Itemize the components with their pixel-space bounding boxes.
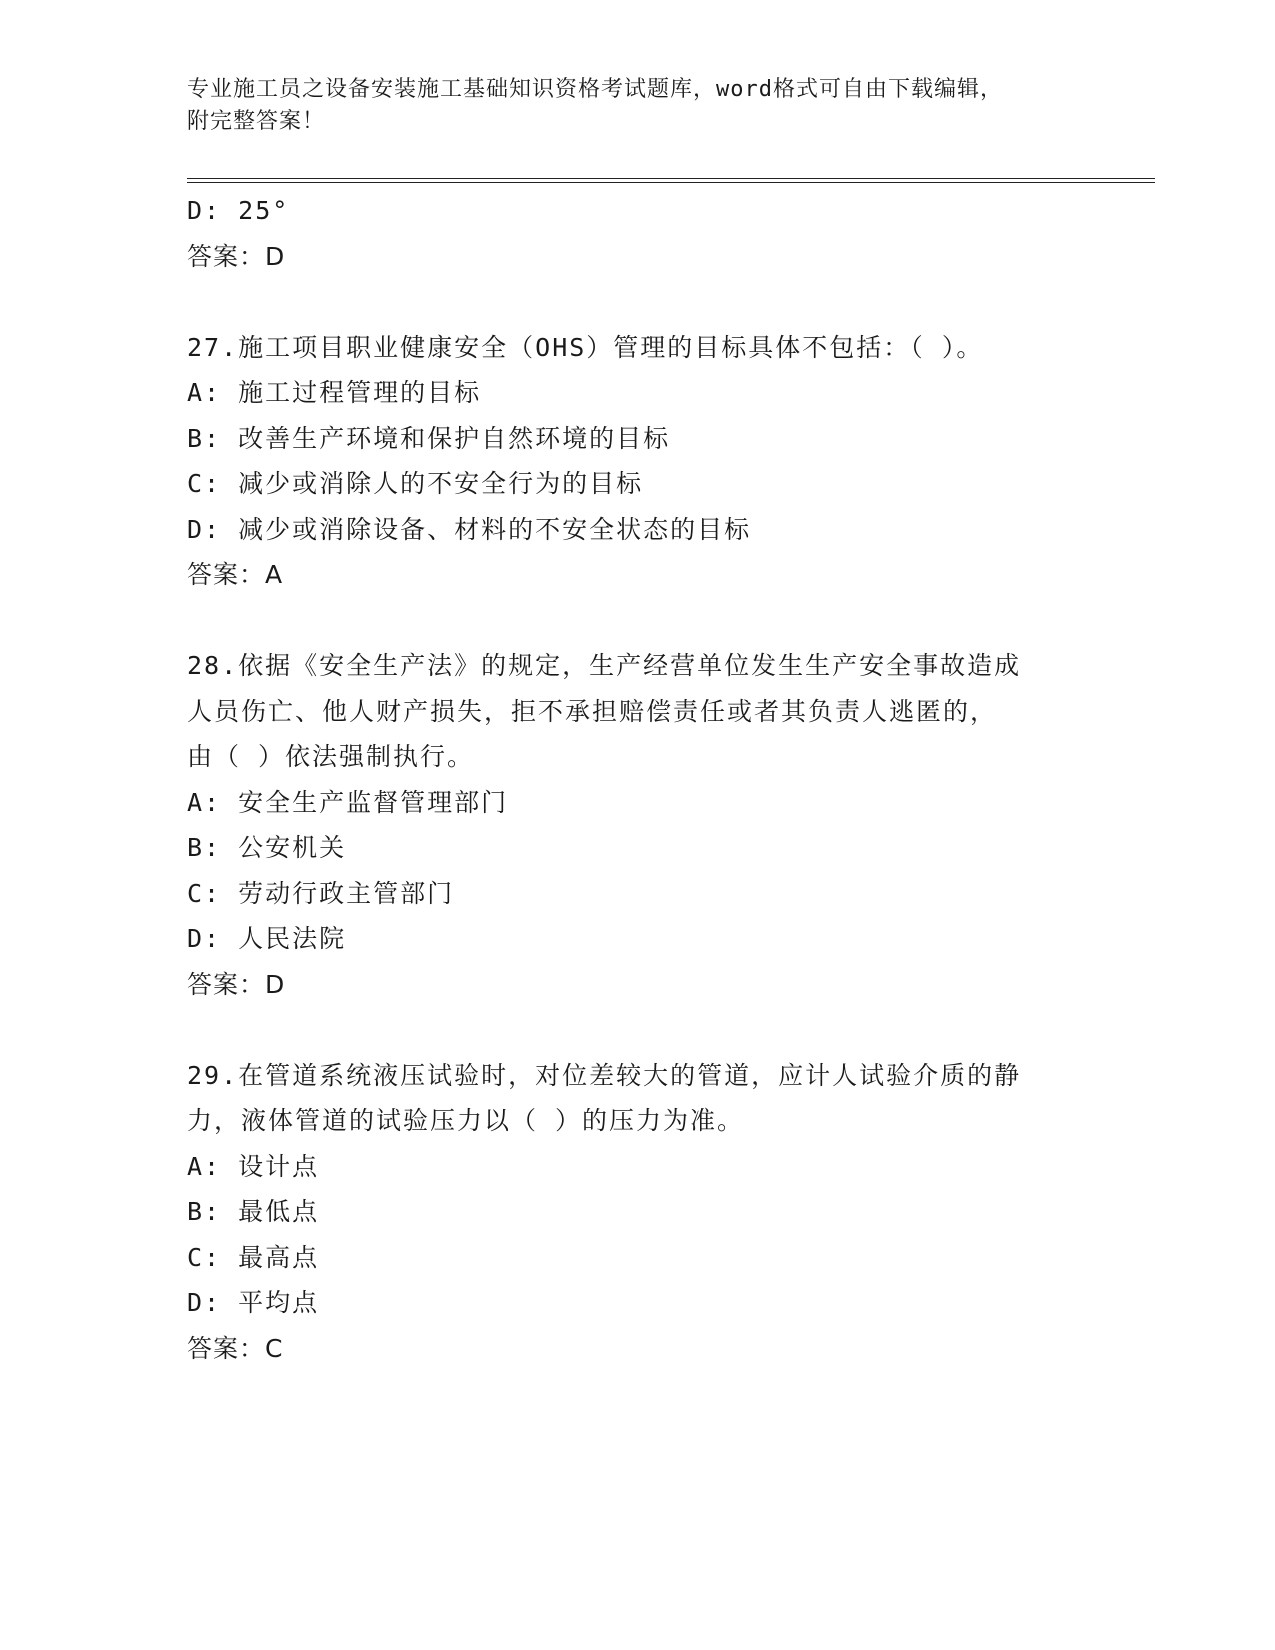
question-29 xyxy=(187,1053,1087,1372)
header-line-2: 附完整答案！ xyxy=(187,109,326,134)
question-stem: 28.依据《安全生产法》的规定，生产经营单位发生生产安全事故造成 xyxy=(187,651,1022,680)
prev-question-answer: 答案：D xyxy=(187,241,286,271)
option-a: A: 安全生产监督管理部门 xyxy=(187,787,509,817)
option-d: D: 人民法院 xyxy=(187,924,347,953)
option-b: B: 改善生产环境和保护自然环境的目标 xyxy=(187,423,671,453)
option-c: C: 减少或消除人的不安全行为的目标 xyxy=(187,469,644,498)
spacer xyxy=(187,1007,1087,1053)
question-28 xyxy=(187,643,1087,1007)
header-divider xyxy=(187,178,1155,183)
question-stem: 由（ ）依法强制执行。 xyxy=(187,742,475,771)
question-answer: 答案：C xyxy=(187,1333,284,1363)
option-a: A: 施工过程管理的目标 xyxy=(187,378,482,407)
option-a: A: 设计点 xyxy=(187,1151,320,1181)
spacer xyxy=(187,279,1087,325)
question-list xyxy=(187,188,1087,1371)
question-answer: 答案：A xyxy=(187,560,284,589)
question-stem: 27.施工项目职业健康安全（OHS）管理的目标具体不包括：（ ）。 xyxy=(187,332,984,362)
option-b: B: 公安机关 xyxy=(187,833,347,862)
option-c: C: 最高点 xyxy=(187,1242,320,1272)
question-answer: 答案：D xyxy=(187,969,286,999)
option-d: D: 减少或消除设备、材料的不安全状态的目标 xyxy=(187,514,752,544)
header-line-1: 专业施工员之设备安装施工基础知识资格考试题库，word格式可自由下载编辑， xyxy=(187,77,1003,102)
question-27 xyxy=(187,325,1087,598)
option-c: C: 劳动行政主管部门 xyxy=(187,878,455,908)
document-header xyxy=(187,74,1067,138)
spacer xyxy=(187,598,1087,644)
option-b: B: 最低点 xyxy=(187,1197,320,1226)
option-d: D: 平均点 xyxy=(187,1288,320,1317)
prev-question-option-d: D: 25° xyxy=(187,196,290,225)
question-stem: 29.在管道系统液压试验时，对位差较大的管道，应计人试验介质的静 xyxy=(187,1060,1022,1090)
question-stem: 力，液体管道的试验压力以（ ）的压力为准。 xyxy=(187,1106,745,1135)
question-stem: 人员伤亡、他人财产损失，拒不承担赔偿责任或者其负责人逃匿的， xyxy=(187,696,998,726)
